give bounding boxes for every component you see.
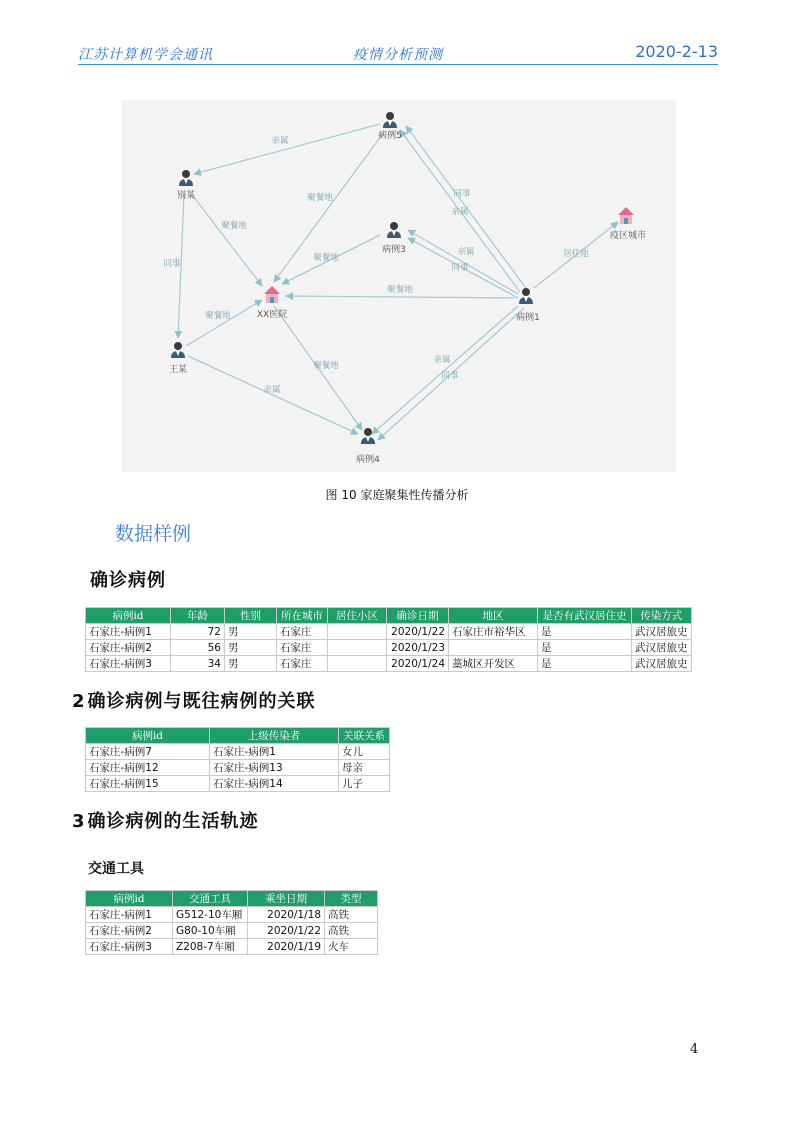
table-cell: 石家庄-病例1 bbox=[86, 624, 171, 640]
table-cell: Z208-7车厢 bbox=[173, 939, 248, 955]
table-cell: 石家庄-病例3 bbox=[86, 656, 171, 672]
edge-line bbox=[190, 192, 262, 286]
table-cell bbox=[328, 640, 387, 656]
confirmed-table bbox=[85, 607, 692, 672]
table-cell: 2020/1/24 bbox=[387, 656, 449, 672]
node-label: 别某 bbox=[176, 191, 196, 201]
section-title: 数据样例 bbox=[115, 523, 192, 545]
table-cell: 儿子 bbox=[339, 776, 390, 792]
column-header: 交通工具 bbox=[173, 891, 248, 907]
header-date: 2020-2-13 bbox=[635, 42, 718, 61]
edge-label: 聚餐地 bbox=[205, 311, 231, 321]
table-cell bbox=[449, 640, 538, 656]
table-cell: 石家庄-病例14 bbox=[210, 776, 339, 792]
table-cell: 石家庄-病例1 bbox=[86, 907, 173, 923]
table-cell: 武汉居旅史 bbox=[632, 640, 692, 656]
person-icon bbox=[171, 342, 185, 358]
column-header: 传染方式 bbox=[632, 608, 692, 624]
edge-line bbox=[286, 296, 514, 298]
table-row bbox=[86, 760, 390, 776]
table-cell: 56 bbox=[171, 640, 225, 656]
edge-label: 聚餐地 bbox=[307, 193, 333, 203]
table-cell: 武汉居旅史 bbox=[632, 624, 692, 640]
column-header: 确诊日期 bbox=[387, 608, 449, 624]
table-cell: 男 bbox=[225, 640, 277, 656]
table-cell: 石家庄-病例2 bbox=[86, 640, 171, 656]
node-label: 王某 bbox=[168, 365, 188, 375]
edge-line bbox=[408, 230, 518, 294]
node-label: XX医院 bbox=[256, 310, 288, 320]
table-row bbox=[86, 776, 390, 792]
column-header: 居住小区 bbox=[328, 608, 387, 624]
person-icon bbox=[383, 112, 397, 128]
edge-label: 聚餐地 bbox=[313, 361, 339, 371]
relation-heading bbox=[72, 687, 316, 713]
table-cell: 男 bbox=[225, 624, 277, 640]
edge-label: 亲属 bbox=[271, 136, 289, 146]
column-header: 乘坐日期 bbox=[248, 891, 325, 907]
transport-subtitle: 交通工具 bbox=[88, 861, 144, 877]
table-cell: 34 bbox=[171, 656, 225, 672]
node-label: 疫区城市 bbox=[609, 231, 647, 241]
table-cell: 2020/1/23 bbox=[387, 640, 449, 656]
column-header: 病例id bbox=[86, 608, 171, 624]
table-cell: 石家庄-病例12 bbox=[86, 760, 210, 776]
edge-label: 同事 bbox=[441, 371, 459, 381]
table-cell bbox=[328, 624, 387, 640]
table-cell: 火车 bbox=[325, 939, 378, 955]
table-cell: 石家庄 bbox=[277, 640, 328, 656]
table-cell: 石家庄-病例15 bbox=[86, 776, 210, 792]
table-cell: 石家庄-病例7 bbox=[86, 744, 210, 760]
edge-line bbox=[372, 306, 518, 434]
edge-label: 聚餐地 bbox=[221, 221, 247, 231]
edge-label: 居住地 bbox=[563, 249, 589, 259]
table-row bbox=[86, 640, 692, 656]
trajectory-title: 确诊病例的生活轨迹 bbox=[87, 811, 259, 832]
trajectory-heading bbox=[72, 807, 259, 833]
column-header: 地区 bbox=[449, 608, 538, 624]
relation-table bbox=[85, 727, 390, 792]
table-cell: 是 bbox=[538, 640, 632, 656]
edge-label: 聚餐地 bbox=[387, 285, 413, 295]
section-number: 3 bbox=[72, 811, 86, 832]
table-cell: 高铁 bbox=[325, 923, 378, 939]
table-cell: 高铁 bbox=[325, 907, 378, 923]
table-cell: G80-10车厢 bbox=[173, 923, 248, 939]
column-header: 关联关系 bbox=[339, 728, 390, 744]
column-header: 上级传染者 bbox=[210, 728, 339, 744]
node-label: 病例5 bbox=[378, 131, 402, 141]
page-header bbox=[78, 40, 718, 65]
table-cell: 女儿 bbox=[339, 744, 390, 760]
table-cell: 武汉居旅史 bbox=[632, 656, 692, 672]
person-icon bbox=[387, 222, 401, 238]
section-number: 2 bbox=[72, 691, 86, 712]
page-number: 4 bbox=[690, 1042, 699, 1057]
edge-label: 同事 bbox=[451, 263, 469, 273]
table-row bbox=[86, 939, 378, 955]
table-row bbox=[86, 907, 378, 923]
edge-label: 亲属 bbox=[433, 355, 451, 365]
figure-caption: 图 10 家庭聚集性传播分析 bbox=[325, 488, 469, 502]
table-cell: G512-10车厢 bbox=[173, 907, 248, 923]
table-cell: 2020/1/19 bbox=[248, 939, 325, 955]
header-topic: 疫情分析预测 bbox=[353, 47, 443, 63]
table-cell: 石家庄 bbox=[277, 624, 328, 640]
table-cell: 72 bbox=[171, 624, 225, 640]
edge-label: 同事 bbox=[453, 189, 471, 199]
column-header: 类型 bbox=[325, 891, 378, 907]
table-cell: 藁城区开发区 bbox=[449, 656, 538, 672]
edge-line bbox=[186, 300, 262, 346]
transport-table bbox=[85, 890, 378, 955]
person-icon bbox=[519, 288, 533, 304]
person-icon bbox=[179, 170, 193, 186]
table-row bbox=[86, 744, 390, 760]
column-header: 所在城市 bbox=[277, 608, 328, 624]
edge-label: 同事 bbox=[163, 259, 181, 269]
edge-label: 亲属 bbox=[263, 385, 281, 395]
table-row bbox=[86, 624, 692, 640]
table-cell: 男 bbox=[225, 656, 277, 672]
table-cell: 2020/1/22 bbox=[248, 923, 325, 939]
table-cell: 石家庄 bbox=[277, 656, 328, 672]
table-cell: 2020/1/22 bbox=[387, 624, 449, 640]
journal-name: 江苏计算机学会通讯 bbox=[78, 47, 213, 63]
table-cell bbox=[328, 656, 387, 672]
person-icon bbox=[361, 428, 375, 444]
table-cell: 母亲 bbox=[339, 760, 390, 776]
column-header: 年龄 bbox=[171, 608, 225, 624]
table-cell: 石家庄市裕华区 bbox=[449, 624, 538, 640]
table-cell: 2020/1/18 bbox=[248, 907, 325, 923]
node-label: 病例3 bbox=[382, 245, 406, 255]
table-row bbox=[86, 923, 378, 939]
table-row bbox=[86, 656, 692, 672]
table-cell: 石家庄-病例13 bbox=[210, 760, 339, 776]
edge-label: 聚餐地 bbox=[313, 253, 339, 263]
table-cell: 石家庄-病例1 bbox=[210, 744, 339, 760]
edge-label: 亲属 bbox=[451, 207, 469, 217]
table-cell: 是 bbox=[538, 656, 632, 672]
node-label: 病例4 bbox=[356, 455, 380, 465]
edge-line bbox=[194, 124, 380, 174]
edge-label: 亲属 bbox=[457, 247, 475, 257]
hospital-icon bbox=[264, 286, 280, 303]
column-header: 性别 bbox=[225, 608, 277, 624]
column-header: 病例id bbox=[86, 728, 210, 744]
table-cell: 是 bbox=[538, 624, 632, 640]
table-cell: 石家庄-病例2 bbox=[86, 923, 173, 939]
table-cell: 石家庄-病例3 bbox=[86, 939, 173, 955]
confirmed-title: 确诊病例 bbox=[90, 570, 166, 591]
node-label: 病例1 bbox=[516, 313, 540, 323]
house-icon bbox=[618, 207, 634, 224]
relation-title: 确诊病例与既往病例的关联 bbox=[87, 691, 316, 712]
column-header: 病例id bbox=[86, 891, 173, 907]
network-graph bbox=[122, 100, 676, 472]
column-header: 是否有武汉居住史 bbox=[538, 608, 632, 624]
